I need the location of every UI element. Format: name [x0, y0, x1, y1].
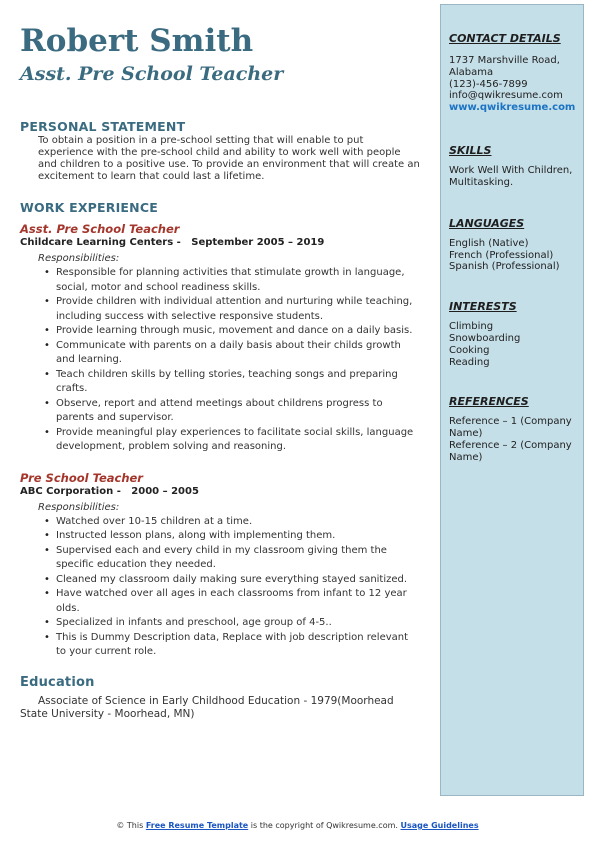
responsibilities-label: Responsibilities:: [38, 501, 120, 513]
personal-statement-text: To obtain a position in a pre-school setting that will enable to put experience with the pre-school child and ability to work well with people and children to a positive use. To provide an environment that will create an excitement to learn that could last a lifetime.: [38, 135, 420, 182]
candidate-name: Robert Smith: [20, 23, 254, 59]
list-item: • Watched over 10-15 children at a time.: [56, 515, 420, 530]
job-company: ABC Corporation - 2000 – 2005: [20, 485, 199, 497]
contact-heading: CONTACT DETAILS: [449, 32, 561, 45]
responsibilities-label: Responsibilities:: [38, 253, 120, 264]
list-item: • Provide children with individual attention and nurturing while teaching, including success with selective responsive students.: [56, 295, 420, 324]
skills-heading: SKILLS: [449, 144, 492, 158]
education-text: Associate of Science in Early Childhood Education - 1979(Moorhead State University - Moorhead, MN): [20, 694, 394, 720]
job-title: Pre School Teacher: [20, 470, 143, 485]
list-item: • Instructed lesson plans, along with implementing them.: [56, 529, 420, 544]
list-item: • Provide learning through music, movement and dance on a daily basis.: [56, 324, 420, 339]
personal-statement-heading: PERSONAL STATEMENT: [20, 119, 186, 134]
language-item: English (Native): [449, 237, 529, 249]
languages-heading: LANGUAGES: [449, 216, 525, 230]
list-item: • Communicate with parents on a daily basis about their childs growth and learning.: [56, 339, 420, 368]
sidebar: [440, 4, 584, 796]
education-heading: Education: [20, 674, 95, 690]
interest-item: Climbing: [449, 321, 494, 333]
interest-item: Reading: [449, 356, 490, 368]
list-item: • Responsible for planning activities that stimulate growth in language, social, motor and school readiness skills.: [56, 266, 420, 295]
responsibility-list: [20, 515, 420, 660]
references-heading: REFERENCES: [449, 395, 529, 409]
list-item: • Have watched over all ages in each classrooms from infant to 12 year olds.: [56, 587, 420, 616]
job-title: Asst. Pre School Teacher: [20, 222, 180, 236]
language-item: Spanish (Professional): [449, 261, 560, 273]
list-item: • Teach children skills by telling stories, teaching songs and preparing crafts.: [56, 368, 420, 397]
footer-prefix: © This: [116, 821, 144, 830]
free-resume-template-link[interactable]: Free Resume Template: [145, 821, 249, 830]
job-entry: [20, 222, 420, 455]
job-company: Childcare Learning Centers - September 2005 – 2019: [20, 237, 325, 248]
footer-copyright-text: is the copyright of Qwikresume.com.: [250, 821, 398, 830]
interest-item: Snowboarding: [449, 332, 521, 344]
interests-heading: INTERESTS: [449, 300, 517, 314]
main-column: [20, 20, 420, 722]
reference-item: Reference – 2 (Company Name): [449, 439, 572, 463]
skills-text: Work Well With Children, Multitasking.: [449, 165, 573, 188]
reference-item: Reference – 1 (Company Name): [449, 416, 572, 440]
footer: [0, 820, 595, 832]
contact-website-link[interactable]: www.qwikresume.com: [449, 102, 576, 114]
list-item: • Supervised each and every child in my classroom giving them the specific education they needed.: [56, 544, 420, 573]
usage-guidelines-link[interactable]: Usage Guidelines: [400, 821, 479, 830]
candidate-title: Asst. Pre School Teacher: [20, 63, 284, 85]
interest-item: Cooking: [449, 344, 490, 356]
job-entry: [20, 471, 420, 660]
list-item: • This is Dummy Description data, Replace with job description relevant to your current role.: [56, 631, 420, 660]
work-experience-heading: WORK EXPERIENCE: [20, 200, 158, 215]
contact-address: 1737 Marshville Road, Alabama: [449, 55, 560, 78]
contact-phone: (123)-456-7899: [449, 78, 528, 90]
language-item: French (Professional): [449, 249, 554, 261]
responsibility-list: [20, 266, 420, 455]
list-item: • Cleaned my classroom daily making sure everything stayed sanitized.: [56, 573, 420, 588]
contact-email: info@qwikresume.com: [449, 90, 563, 102]
list-item: • Specialized in infants and preschool, age group of 4-5..: [56, 616, 420, 631]
list-item: • Provide meaningful play experiences to facilitate social skills, language development, problem solving and reasoning.: [56, 426, 420, 455]
list-item: • Observe, report and attend meetings about childrens progress to parents and supervisor.: [56, 397, 420, 426]
